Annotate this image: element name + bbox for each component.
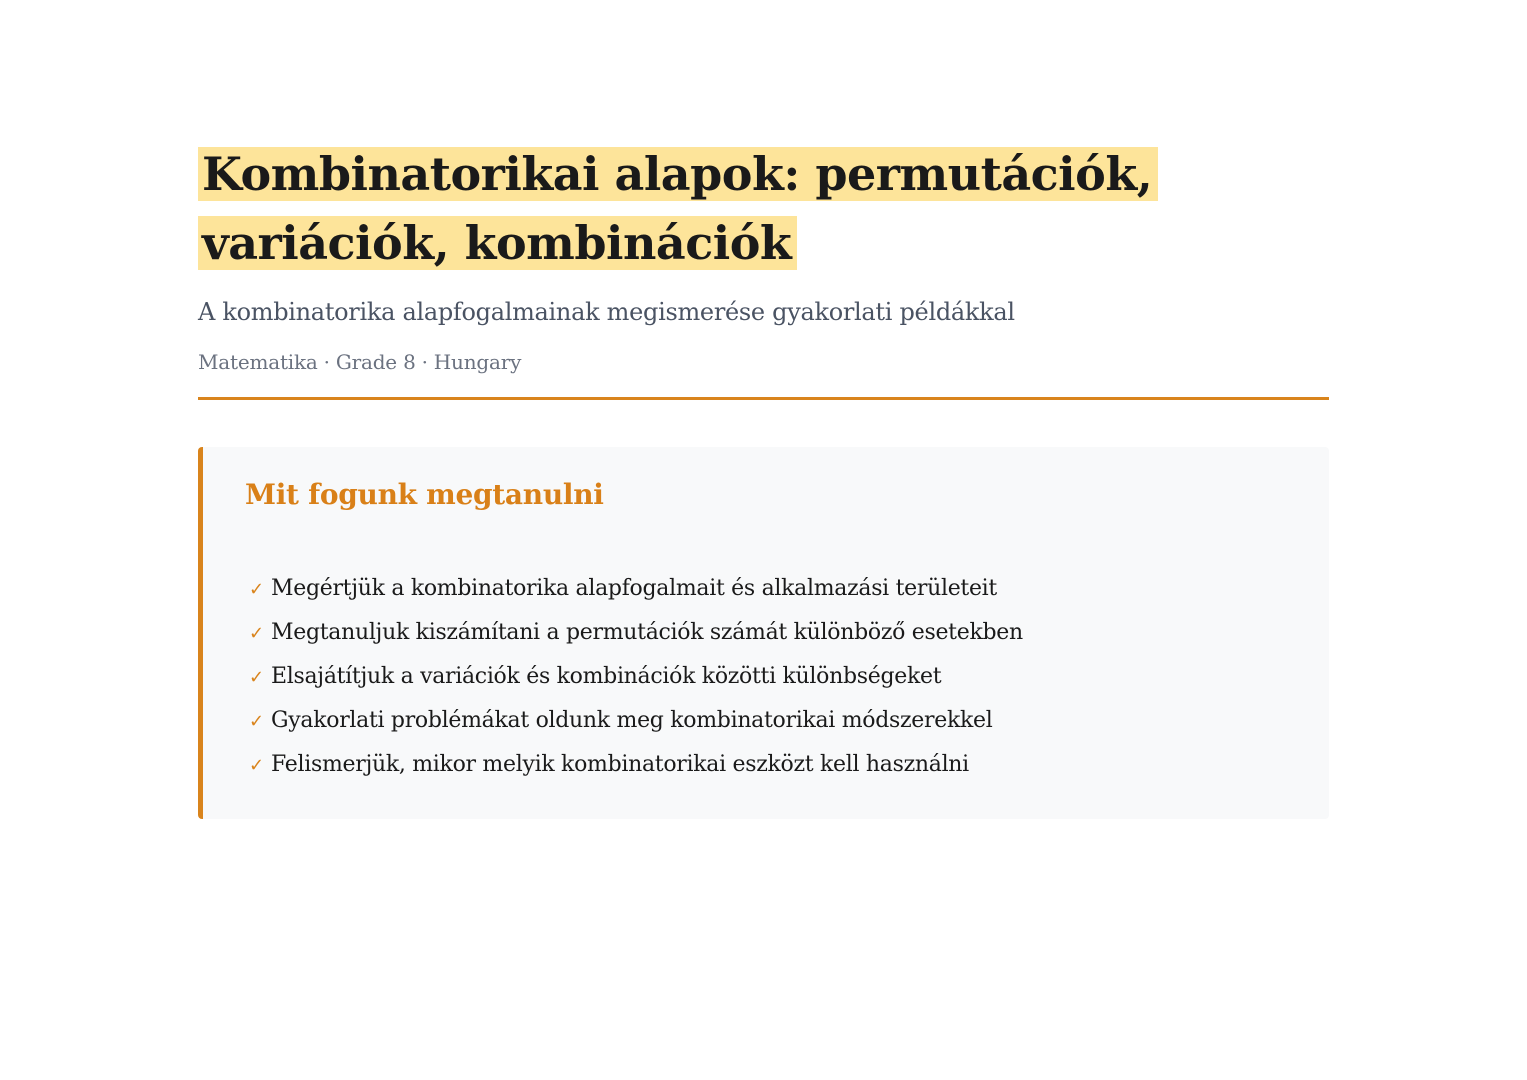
learning-goals-panel [198, 447, 1329, 819]
goal-text: Gyakorlati problémákat oldunk meg kombinatorikai módszerekkel [271, 708, 993, 733]
lesson-meta [198, 349, 1329, 375]
learning-goals-heading: Mit fogunk megtanulni [245, 478, 604, 511]
goal-text: Megértjük a kombinatorika alapfogalmait és alkalmazási területeit [271, 576, 997, 601]
page-subtitle: A kombinatorika alapfogalmainak megismerése gyakorlati példákkal [198, 298, 1015, 326]
list-item [249, 750, 1023, 794]
check-icon: ✓ [249, 667, 264, 688]
meta-separator: · [323, 350, 330, 374]
meta-grade: Grade 8 [335, 350, 416, 374]
learning-goals-list [249, 574, 1023, 794]
header-divider [198, 397, 1329, 400]
lesson-page [198, 140, 1329, 819]
list-item [249, 574, 1023, 618]
check-icon: ✓ [249, 623, 264, 644]
title-highlight: Kombinatorikai alapok: permutációk, variációk, kombinációk [198, 147, 1158, 270]
page-title [198, 140, 1329, 278]
check-icon: ✓ [249, 579, 264, 600]
meta-subject: Matematika [198, 350, 318, 374]
list-item [249, 706, 1023, 750]
check-icon: ✓ [249, 711, 264, 732]
goal-text: Elsajátítjuk a variációk és kombinációk közötti különbségeket [271, 664, 942, 689]
list-item [249, 662, 1023, 706]
meta-separator: · [421, 350, 428, 374]
list-item [249, 618, 1023, 662]
goal-text: Felismerjük, mikor melyik kombinatorikai eszközt kell használni [271, 752, 969, 777]
meta-country: Hungary [433, 350, 522, 374]
check-icon: ✓ [249, 755, 264, 776]
goal-text: Megtanuljuk kiszámítani a permutációk számát különböző esetekben [271, 620, 1023, 645]
